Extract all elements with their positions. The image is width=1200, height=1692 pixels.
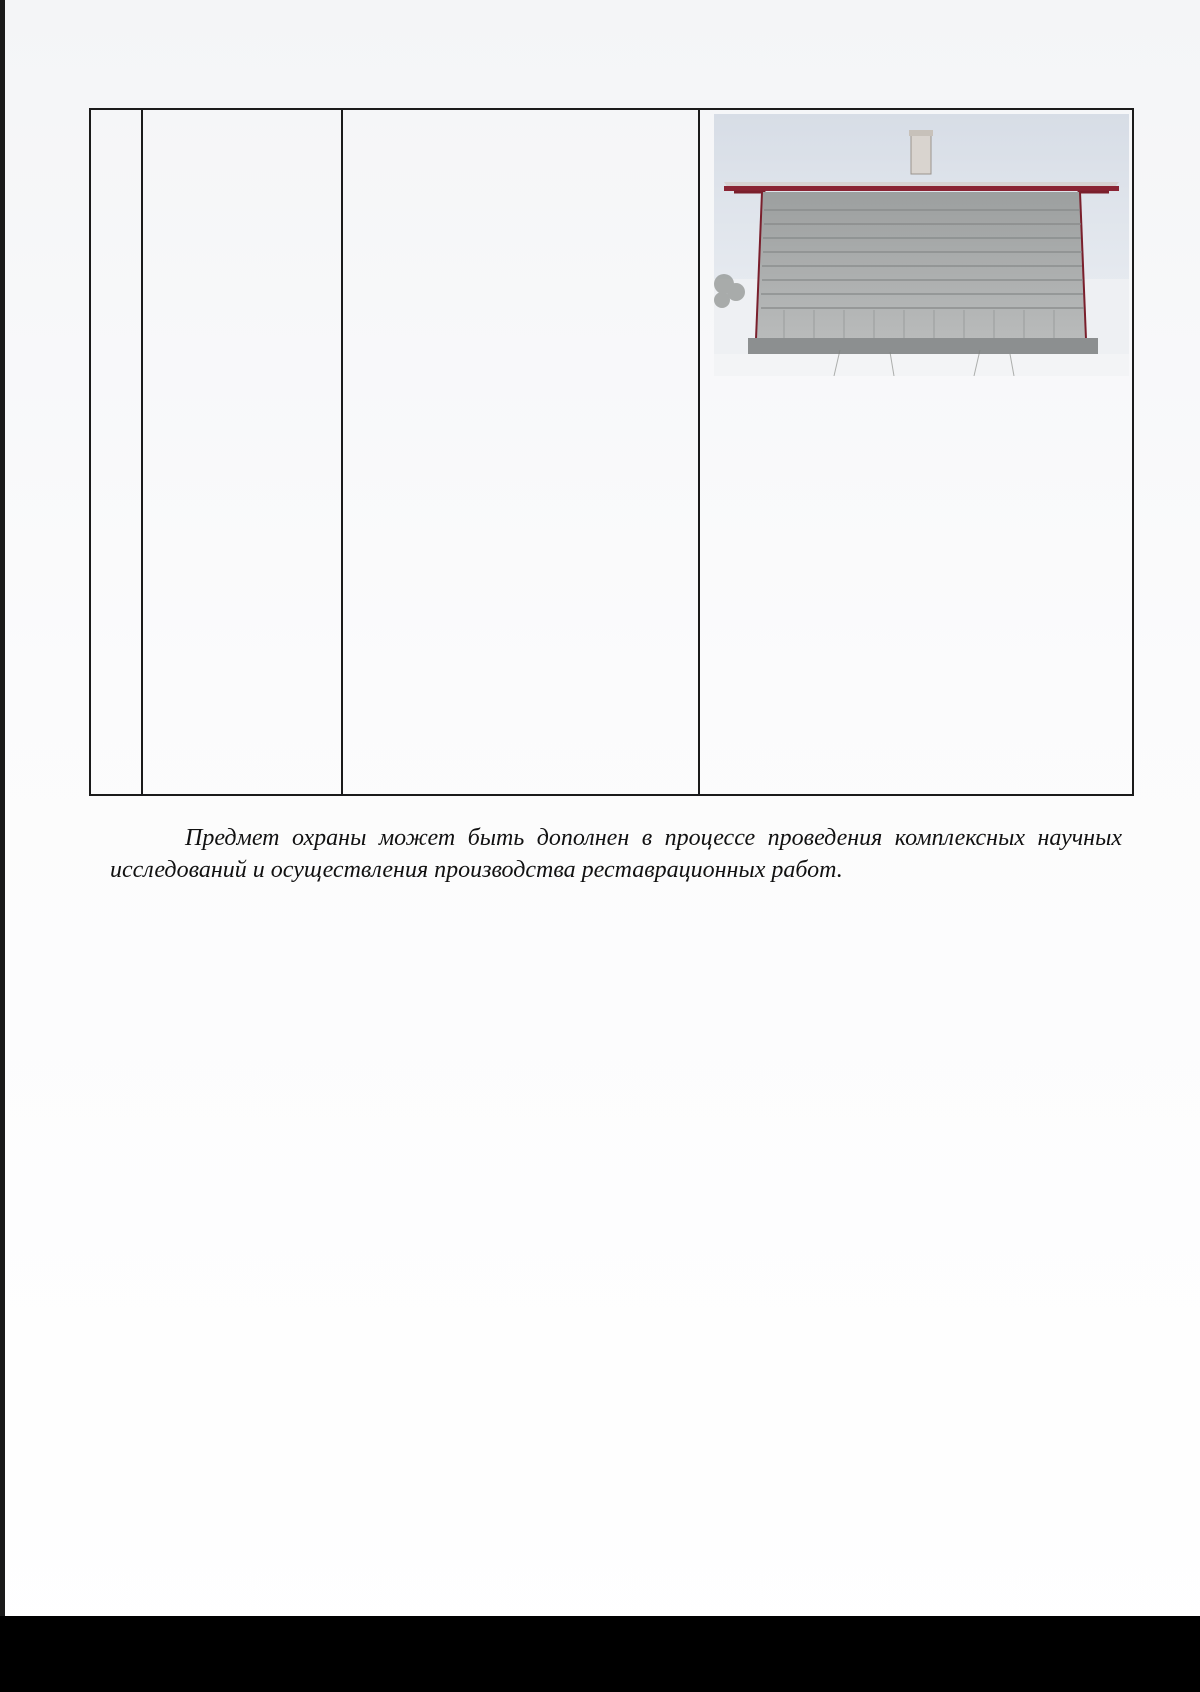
building-photo [714, 114, 1129, 376]
table-row [90, 109, 1133, 795]
table-cell-number [90, 109, 142, 795]
protection-note: Предмет охраны может быть дополнен в процессе проведения комплексных научных исследований и осуществления производства реставрационных работ. [110, 825, 1122, 883]
protection-subject-table [89, 108, 1134, 796]
table-cell-description [342, 109, 699, 795]
scan-left-edge [0, 0, 5, 1620]
table-cell-name [142, 109, 342, 795]
table-cell-photo [699, 109, 1133, 795]
scan-bottom-edge [0, 1616, 1200, 1692]
